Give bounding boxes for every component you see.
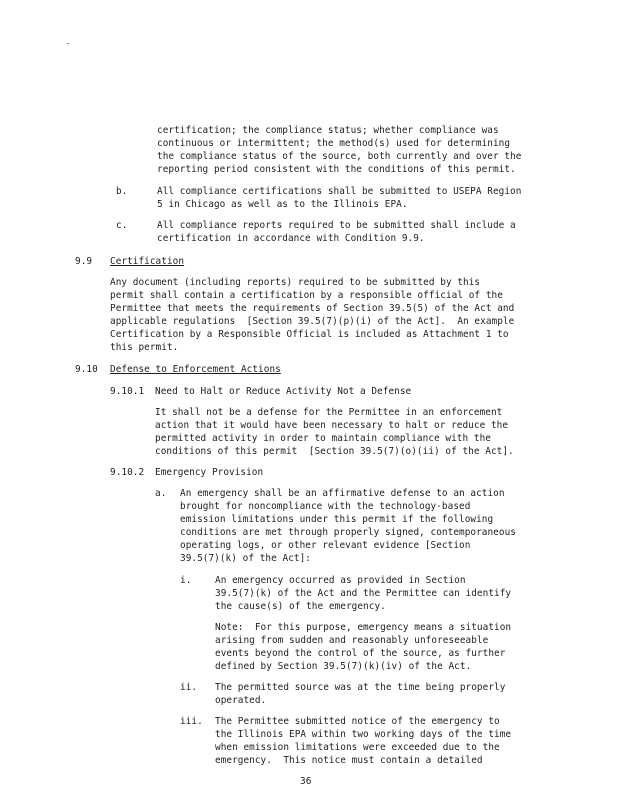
list-marker: b. bbox=[116, 186, 128, 197]
paragraph-line: permit shall contain a certification by a responsible official of the bbox=[110, 290, 503, 301]
continuation-line: continuous or intermittent; the method(s) used for determining bbox=[157, 138, 511, 149]
sub-ii-line: The permitted source was at the time being properly bbox=[215, 682, 506, 693]
item-a-line: brought for noncompliance with the technology-based bbox=[180, 501, 471, 512]
item-a-line: operating logs, or other relevant evidence [Section bbox=[180, 540, 471, 551]
subsection-heading: Emergency Provision bbox=[155, 467, 264, 478]
section-number: 9.9 bbox=[75, 256, 93, 267]
sub-i-line: 39.5(7)(k) of the Act and the Permittee can identify bbox=[215, 588, 512, 599]
item-b-line: All compliance certifications shall be submitted to USEPA Region bbox=[157, 186, 522, 197]
paragraph-line: this permit. bbox=[110, 342, 179, 353]
sub-ii-line: operated. bbox=[215, 695, 267, 706]
paragraph-line: conditions of this permit [Section 39.5(7)(o)(ii) of the Act]. bbox=[155, 446, 514, 457]
list-marker: ii. bbox=[180, 682, 198, 693]
item-a-line: An emergency shall be an affirmative defense to an action bbox=[180, 488, 505, 499]
note-line: Note: For this purpose, emergency means a situation bbox=[215, 622, 512, 633]
continuation-line: certification; the compliance status; whether compliance was bbox=[157, 125, 499, 136]
item-c-line: certification in accordance with Condition 9.9. bbox=[157, 233, 425, 244]
subsection-number: 9.10.2 bbox=[110, 467, 145, 478]
continuation-line: the compliance status of the source, both currently and over the bbox=[157, 151, 522, 162]
sub-i-line: the cause(s) of the emergency. bbox=[215, 601, 386, 612]
subsection-number: 9.10.1 bbox=[110, 386, 145, 397]
item-a-line: 39.5(7)(k) of the Act]: bbox=[180, 553, 311, 564]
section-number: 9.10 bbox=[75, 364, 98, 375]
paragraph-line: action that it would have been necessary to halt or reduce the bbox=[155, 420, 509, 431]
item-a-line: emission limitations under this permit if the following bbox=[180, 514, 494, 525]
note-line: arising from sudden and reasonably unforeseeable bbox=[215, 635, 489, 646]
section-heading: Certification bbox=[110, 256, 185, 267]
sub-i-line: An emergency occurred as provided in Section bbox=[215, 575, 466, 586]
paragraph-line: permitted activity in order to maintain compliance with the bbox=[155, 433, 491, 444]
page-number: 36 bbox=[300, 776, 312, 787]
item-c-line: All compliance reports required to be submitted shall include a bbox=[157, 220, 516, 231]
list-marker: iii. bbox=[180, 716, 203, 727]
sub-iii-line: when emission limitations were exceeded due to the bbox=[215, 742, 500, 753]
note-line: events beyond the control of the source, as further bbox=[215, 648, 506, 659]
item-a-line: conditions are met through properly signed, contemporaneous bbox=[180, 527, 516, 538]
item-b-line: 5 in Chicago as well as to the Illinois EPA. bbox=[157, 199, 408, 210]
list-marker: i. bbox=[180, 575, 192, 586]
sub-iii-line: the Illinois EPA within two working days of the time bbox=[215, 729, 512, 740]
list-marker: a. bbox=[155, 488, 167, 499]
paragraph-line: applicable regulations [Section 39.5(7)(p)(i) of the Act]. An example bbox=[110, 316, 515, 327]
sub-iii-line: The Permittee submitted notice of the emergency to bbox=[215, 716, 500, 727]
scan-speck bbox=[67, 43, 69, 44]
paragraph-line: Permittee that meets the requirements of Section 39.5(5) of the Act and bbox=[110, 303, 515, 314]
paragraph-line: Any document (including reports) required to be submitted by this bbox=[110, 277, 481, 288]
paragraph-line: Certification by a Responsible Official is included as Attachment 1 to bbox=[110, 329, 509, 340]
continuation-line: reporting period consistent with the conditions of this permit. bbox=[157, 164, 516, 175]
section-heading: Defense to Enforcement Actions bbox=[110, 364, 281, 375]
note-line: defined by Section 39.5(7)(k)(iv) of the Act. bbox=[215, 661, 472, 672]
subsection-heading: Need to Halt or Reduce Activity Not a Defense bbox=[155, 386, 412, 397]
sub-iii-line: emergency. This notice must contain a detailed bbox=[215, 755, 483, 766]
list-marker: c. bbox=[116, 220, 128, 231]
paragraph-line: It shall not be a defense for the Permittee in an enforcement bbox=[155, 407, 503, 418]
